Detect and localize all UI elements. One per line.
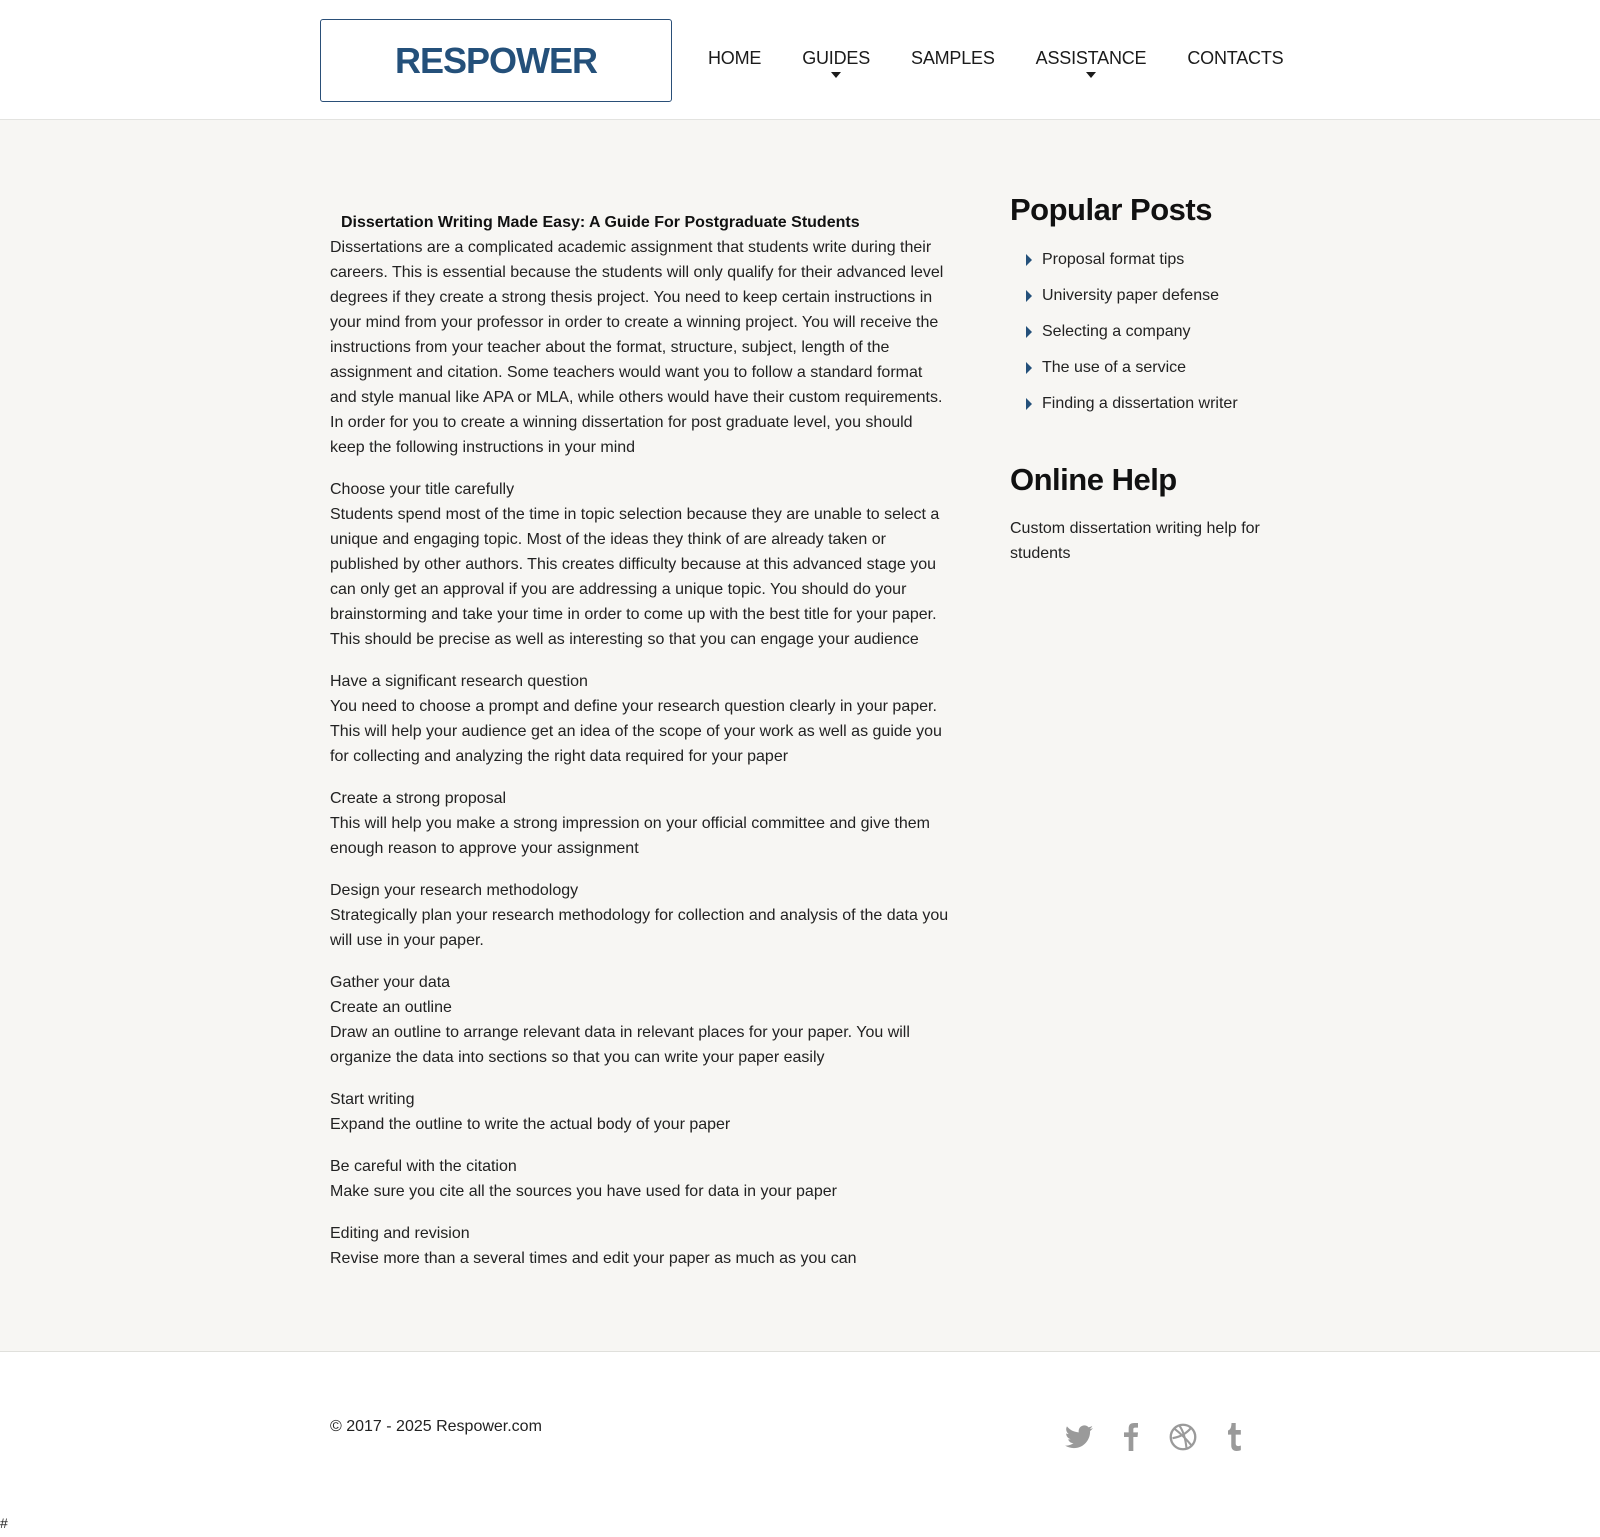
sidebar [1010, 190, 1280, 566]
caret-right-icon [1026, 398, 1032, 410]
article-section [330, 786, 950, 861]
nav-home[interactable]: HOME [708, 48, 762, 68]
caret-right-icon [1026, 290, 1032, 302]
popular-post-label: University paper defense [1042, 287, 1219, 304]
section-heading: Be careful with the citation [330, 1158, 517, 1175]
popular-post-label: Proposal format tips [1042, 251, 1185, 268]
section-body: Make sure you cite all the sources you have used for data in your paper [330, 1183, 837, 1200]
article-section [330, 1221, 950, 1271]
section-body: Expand the outline to write the actual body of your paper [330, 1116, 731, 1133]
nav-samples[interactable]: SAMPLES [911, 48, 995, 68]
nav-assistance[interactable] [1036, 48, 1147, 69]
section-body: You need to choose a prompt and define your research question clearly in your paper. This will help your audience get an idea of the scope of your work as well as guide you for collecting and analyzing the right data required for your paper [330, 698, 942, 765]
popular-post-link[interactable] [1010, 242, 1280, 278]
nav-contacts[interactable]: CONTACTS [1187, 48, 1284, 68]
logo-text: RESPOWER [394, 39, 598, 81]
online-help-title: Online Help [1010, 462, 1177, 497]
section-body: Revise more than a several times and edit your paper as much as you can [330, 1250, 857, 1267]
dribbble-icon[interactable] [1168, 1422, 1198, 1452]
tumblr-icon[interactable] [1220, 1422, 1250, 1452]
caret-right-icon [1026, 254, 1032, 266]
nav-guides[interactable] [802, 48, 870, 69]
section-body: Students spend most of the time in topic selection because they are unable to select a unique and engaging topic. Most of the ideas they think of are already taken or published by other authors. This creates difficulty because at this advanced stage you can only get an approval if you are addressing a unique topic. You should do your brainstorming and take your time in order to come up with the best title for your paper. This should be precise as well as interesting so that you can engage your audience [330, 506, 940, 648]
popular-post-link[interactable] [1010, 350, 1280, 386]
section-subheading: Create an outline [330, 999, 452, 1016]
popular-post-link[interactable] [1010, 386, 1280, 422]
main-nav [708, 48, 1283, 69]
article-intro: Dissertations are a complicated academic assignment that students write during their careers. This is essential because the students will only qualify for their advanced level degrees if they create a strong thesis project. You need to keep certain instructions in your mind from your professor in order to create a winning project. You will receive the instructions from your teacher about the format, structure, subject, length of the assignment and citation. Some teachers would want you to follow a standard format and style manual like APA or MLA, while others would have their custom requirements. In order for you to create a winning dissertation for post graduate level, you should keep the following instructions in your mind [330, 239, 944, 456]
article-section [330, 878, 950, 953]
article-section [330, 970, 950, 1070]
popular-post-link[interactable] [1010, 278, 1280, 314]
section-heading: Editing and revision [330, 1225, 470, 1242]
copyright-text: © 2017 - 2025 Respower.com [330, 1418, 542, 1435]
article-section [330, 1087, 950, 1137]
popular-post-link[interactable] [1010, 314, 1280, 350]
article-title: Dissertation Writing Made Easy: A Guide For Postgraduate Students [341, 214, 860, 231]
social-links [1064, 1422, 1250, 1452]
section-heading: Choose your title carefully [330, 481, 515, 498]
section-body: Draw an outline to arrange relevant data in relevant places for your paper. You will organize the data into sections so that you can write your paper easily [330, 1024, 910, 1066]
twitter-icon[interactable] [1064, 1422, 1094, 1452]
site-footer [0, 1352, 1600, 1537]
popular-post-label: The use of a service [1042, 359, 1187, 376]
section-heading: Start writing [330, 1091, 415, 1108]
nav-assistance-label: ASSISTANCE [1035, 48, 1147, 68]
article-section [330, 477, 950, 652]
online-help-link[interactable]: Custom dissertation writing help for students [1010, 520, 1260, 562]
popular-posts-list [1010, 242, 1280, 422]
section-body: Strategically plan your research methodology for collection and analysis of the data you will use in your paper. [330, 907, 949, 949]
chevron-down-icon [831, 72, 841, 78]
facebook-icon[interactable] [1116, 1422, 1146, 1452]
article-section [330, 1154, 950, 1204]
main-area [0, 120, 1600, 1352]
site-header [0, 0, 1600, 120]
section-heading: Have a significant research question [330, 673, 588, 690]
section-heading: Design your research methodology [330, 882, 579, 899]
article [330, 210, 950, 1271]
section-heading: Gather your data [330, 974, 451, 991]
hash-link[interactable]: # [0, 1515, 8, 1531]
caret-right-icon [1026, 362, 1032, 374]
article-section [330, 669, 950, 769]
section-body: This will help you make a strong impression on your official committee and give them enough reason to approve your assignment [330, 815, 930, 857]
nav-guides-label: GUIDES [802, 48, 871, 68]
popular-posts-title: Popular Posts [1010, 192, 1212, 227]
chevron-down-icon [1086, 72, 1096, 78]
section-heading: Create a strong proposal [330, 790, 507, 807]
logo[interactable] [320, 19, 672, 102]
popular-post-label: Finding a dissertation writer [1042, 395, 1238, 412]
caret-right-icon [1026, 326, 1032, 338]
popular-post-label: Selecting a company [1042, 323, 1191, 340]
